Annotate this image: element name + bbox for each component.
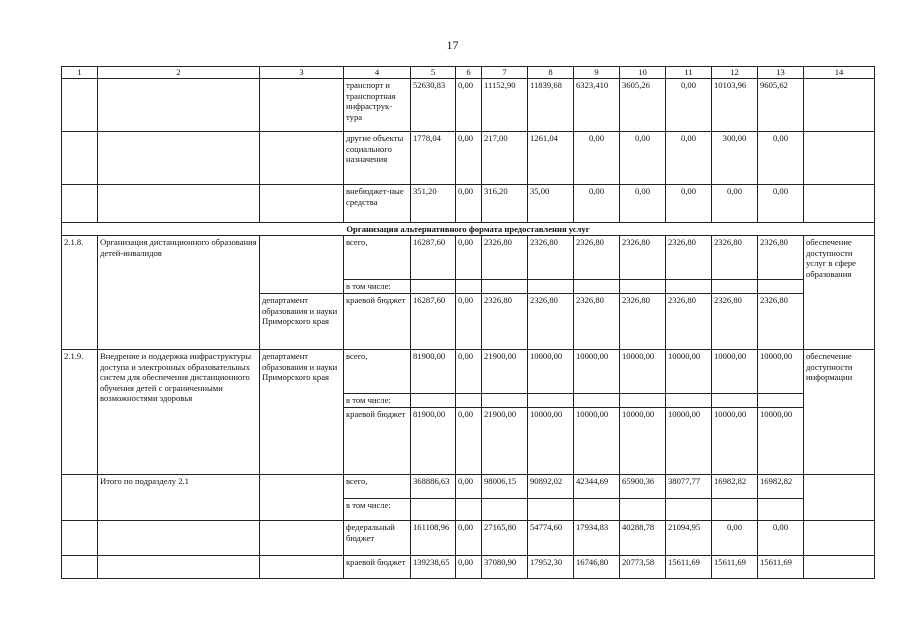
value-cell: 10000,00 xyxy=(574,408,620,475)
value-cell: 98006,15 xyxy=(482,475,528,499)
value-cell: 10000,00 xyxy=(758,408,804,475)
value-cell: 0,00 xyxy=(758,521,804,556)
value-cell: 10000,00 xyxy=(666,408,712,475)
value-cell: 2326,80 xyxy=(758,294,804,350)
col-header: 8 xyxy=(528,67,574,79)
executor: департамент образования и науки Приморского края xyxy=(260,294,344,350)
value-cell: 35,00 xyxy=(528,185,574,223)
value-cell: 6323,410 xyxy=(574,79,620,132)
value-cell: 0,00 xyxy=(620,132,666,185)
col-header: 5 xyxy=(411,67,456,79)
value-cell: 15611,69 xyxy=(758,556,804,579)
value-cell: 37080,90 xyxy=(482,556,528,579)
value-cell: 2326,80 xyxy=(666,294,712,350)
funding-source: внебюджет-ные средства xyxy=(344,185,411,223)
value-cell: 2326,80 xyxy=(666,236,712,280)
program-table xyxy=(61,66,875,579)
funding-source: всего, xyxy=(344,475,411,499)
value-cell: 10000,00 xyxy=(620,408,666,475)
funding-source: другие объекты социального назначения xyxy=(344,132,411,185)
value-cell: 0,00 xyxy=(456,556,482,579)
value-cell: 15611,69 xyxy=(712,556,758,579)
value-cell: 21900,00 xyxy=(482,408,528,475)
funding-source: краевой бюджет xyxy=(344,294,411,350)
value-cell: 16287,60 xyxy=(411,294,456,350)
value-cell: 0,00 xyxy=(456,132,482,185)
value-cell: 300,00 xyxy=(712,132,758,185)
value-cell: 2326,80 xyxy=(482,236,528,280)
value-cell: 10000,00 xyxy=(574,350,620,394)
value-cell: 81900,00 xyxy=(411,350,456,394)
value-cell: 0,00 xyxy=(712,521,758,556)
item-name: Организация дистанционного образования детей-инвалидов xyxy=(98,236,260,350)
value-cell: 0,00 xyxy=(574,132,620,185)
value-cell: 351,20 xyxy=(411,185,456,223)
table-row xyxy=(62,132,875,185)
value-cell: 16746,80 xyxy=(574,556,620,579)
item-name: Внедрение и поддержка инфраструктуры доступа и электронных образовательных систем для обеспечения дистанционного обучения детей с ограниченными возможностями здоровья xyxy=(98,350,260,475)
funding-source: всего, xyxy=(344,350,411,394)
value-cell: 139238,65 xyxy=(411,556,456,579)
table-row xyxy=(62,521,875,556)
value-cell: 10000,00 xyxy=(712,350,758,394)
value-cell: 10000,00 xyxy=(712,408,758,475)
section-row xyxy=(62,223,875,236)
funding-source: в том числе: xyxy=(344,280,411,294)
value-cell: 10103,96 xyxy=(712,79,758,132)
value-cell: 0,00 xyxy=(456,79,482,132)
value-cell: 90892,02 xyxy=(528,475,574,499)
value-cell: 38077,77 xyxy=(666,475,712,499)
value-cell: 10000,00 xyxy=(758,350,804,394)
value-cell: 0,00 xyxy=(620,185,666,223)
funding-source: краевой бюджет xyxy=(344,408,411,475)
value-cell: 54774,60 xyxy=(528,521,574,556)
value-cell: 161108,96 xyxy=(411,521,456,556)
value-cell: 368886,63 xyxy=(411,475,456,499)
value-cell: 16982,82 xyxy=(758,475,804,499)
value-cell: 0,00 xyxy=(758,132,804,185)
col-header: 14 xyxy=(804,67,875,79)
value-cell: 0,00 xyxy=(666,79,712,132)
value-cell: 21900,00 xyxy=(482,350,528,394)
value-cell: 0,00 xyxy=(666,132,712,185)
table-row xyxy=(62,350,875,394)
value-cell: 0,00 xyxy=(456,294,482,350)
table-row xyxy=(62,79,875,132)
value-cell: 2326,80 xyxy=(712,294,758,350)
col-header: 10 xyxy=(620,67,666,79)
value-cell: 0,00 xyxy=(456,408,482,475)
value-cell: 10000,00 xyxy=(620,350,666,394)
table-row xyxy=(62,556,875,579)
value-cell: 0,00 xyxy=(456,185,482,223)
value-cell: 1261,04 xyxy=(528,132,574,185)
value-cell: 2326,80 xyxy=(712,236,758,280)
col-header: 11 xyxy=(666,67,712,79)
section-title: Организация альтернативного формата предоставления услуг xyxy=(62,223,875,236)
expected-result: обеспечение доступности услуг в сфере образования xyxy=(804,236,875,350)
value-cell: 27165,80 xyxy=(482,521,528,556)
table-row xyxy=(62,236,875,280)
funding-source: краевой бюджет xyxy=(344,556,411,579)
column-number-row xyxy=(62,67,875,79)
col-header: 4 xyxy=(344,67,411,79)
value-cell: 0,00 xyxy=(456,475,482,499)
col-header: 3 xyxy=(260,67,344,79)
value-cell: 2326,80 xyxy=(482,294,528,350)
col-header: 9 xyxy=(574,67,620,79)
funding-source: в том числе: xyxy=(344,394,411,408)
col-header: 6 xyxy=(456,67,482,79)
value-cell: 0,00 xyxy=(456,350,482,394)
value-cell: 16287,60 xyxy=(411,236,456,280)
value-cell: 0,00 xyxy=(666,185,712,223)
value-cell: 2326,80 xyxy=(574,236,620,280)
value-cell: 217,00 xyxy=(482,132,528,185)
value-cell: 52630,83 xyxy=(411,79,456,132)
value-cell: 17934,83 xyxy=(574,521,620,556)
value-cell: 3605,26 xyxy=(620,79,666,132)
value-cell: 11839,68 xyxy=(528,79,574,132)
value-cell: 0,00 xyxy=(712,185,758,223)
value-cell: 10000,00 xyxy=(528,350,574,394)
value-cell: 15611,69 xyxy=(666,556,712,579)
value-cell: 65900,36 xyxy=(620,475,666,499)
value-cell: 0,00 xyxy=(456,521,482,556)
executor: департамент образования и науки Приморского края xyxy=(260,350,344,475)
funding-source: транспорт и транспортная инфраструк-тура xyxy=(344,79,411,132)
value-cell: 20773,58 xyxy=(620,556,666,579)
funding-source: федеральный бюджет xyxy=(344,521,411,556)
value-cell: 81900,00 xyxy=(411,408,456,475)
value-cell: 10000,00 xyxy=(528,408,574,475)
value-cell: 2326,80 xyxy=(574,294,620,350)
table-row xyxy=(62,185,875,223)
funding-source: всего, xyxy=(344,236,411,280)
value-cell: 2326,80 xyxy=(620,236,666,280)
value-cell: 0,00 xyxy=(456,236,482,280)
value-cell: 0,00 xyxy=(758,185,804,223)
value-cell: 0,00 xyxy=(574,185,620,223)
value-cell: 21094,95 xyxy=(666,521,712,556)
total-label: Итого по подразделу 2.1 xyxy=(98,475,260,521)
value-cell: 9605,62 xyxy=(758,79,804,132)
col-header: 1 xyxy=(62,67,98,79)
item-number: 2.1.8. xyxy=(62,236,98,350)
table-row xyxy=(62,475,875,499)
value-cell: 316,20 xyxy=(482,185,528,223)
value-cell: 1778,04 xyxy=(411,132,456,185)
value-cell: 10000,00 xyxy=(666,350,712,394)
value-cell: 17952,30 xyxy=(528,556,574,579)
col-header: 7 xyxy=(482,67,528,79)
value-cell: 2326,80 xyxy=(620,294,666,350)
col-header: 13 xyxy=(758,67,804,79)
item-number: 2.1.9. xyxy=(62,350,98,475)
value-cell: 2326,80 xyxy=(758,236,804,280)
value-cell: 2326,80 xyxy=(528,236,574,280)
col-header: 12 xyxy=(712,67,758,79)
value-cell: 40288,78 xyxy=(620,521,666,556)
expected-result: обеспечение доступности информации xyxy=(804,350,875,475)
value-cell: 16982,82 xyxy=(712,475,758,499)
value-cell: 11152,90 xyxy=(482,79,528,132)
funding-source: в том числе: xyxy=(344,499,411,521)
page-number: 17 xyxy=(446,38,459,52)
col-header: 2 xyxy=(98,67,260,79)
value-cell: 2326,80 xyxy=(528,294,574,350)
value-cell: 42344,69 xyxy=(574,475,620,499)
